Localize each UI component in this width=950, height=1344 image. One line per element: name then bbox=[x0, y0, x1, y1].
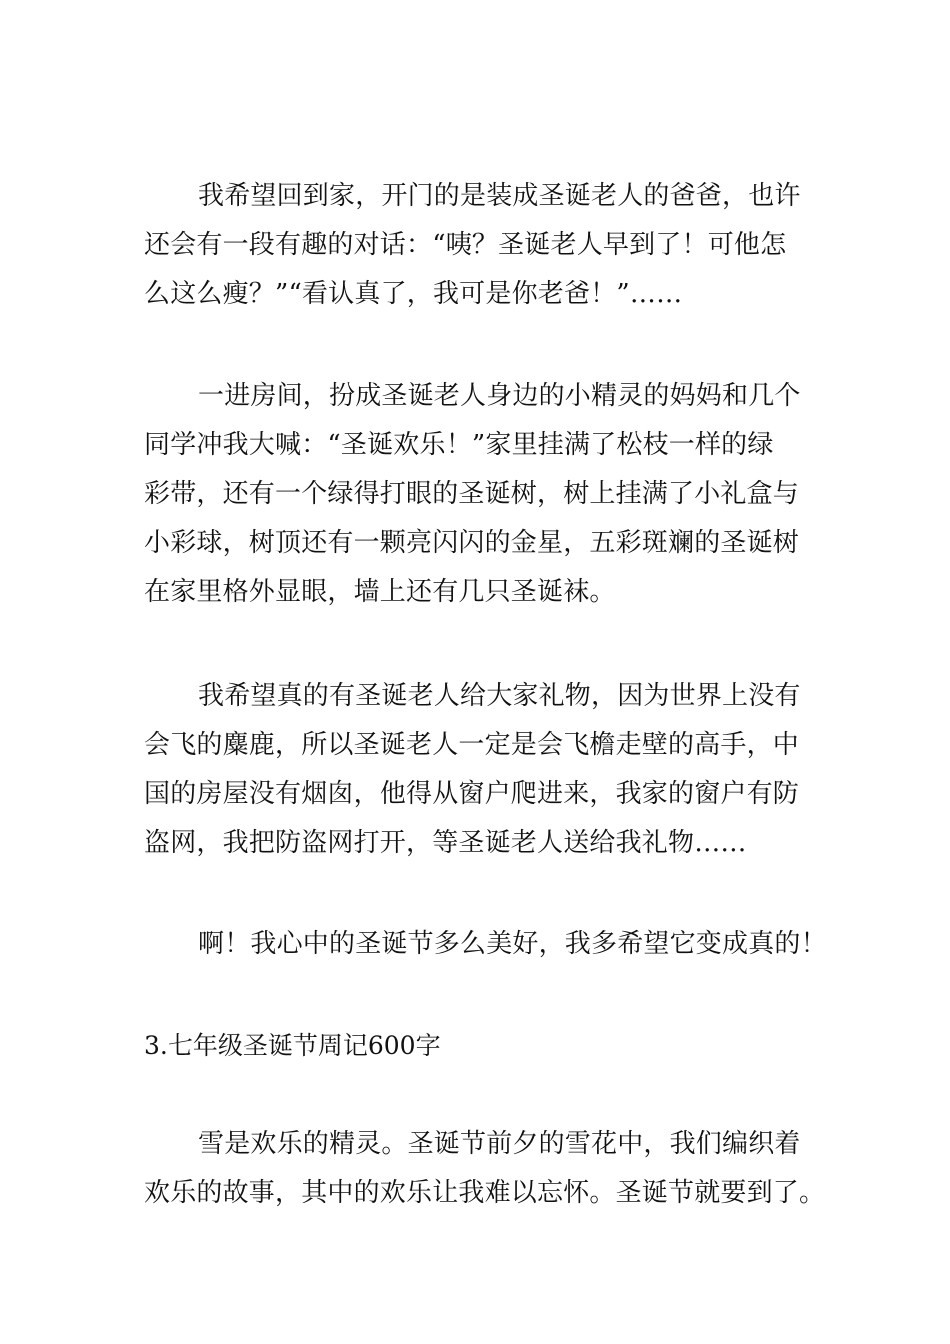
text-line: 在家里格外显眼，墙上还有几只圣诞袜。 bbox=[144, 577, 616, 607]
text-line: 国的房屋没有烟囱，他得从窗户爬进来，我家的窗户有防 bbox=[144, 779, 800, 809]
paragraph-4 bbox=[144, 920, 827, 969]
paragraph-2 bbox=[144, 372, 808, 617]
text-line: 雪是欢乐的精灵。圣诞节前夕的雪花中，我们编织着 bbox=[198, 1129, 801, 1159]
section-heading: 3.七年级圣诞节周记600字 bbox=[144, 1031, 441, 1060]
paragraph-1 bbox=[144, 172, 808, 319]
text-line: 盗网，我把防盗网打开，等圣诞老人送给我礼物…… bbox=[144, 828, 747, 858]
text-line: 么这么瘦？”“看认真了，我可是你老爸！”…… bbox=[144, 279, 683, 309]
text-line: 一进房间，扮成圣诞老人身边的小精灵的妈妈和几个 bbox=[198, 381, 801, 411]
text-line: 我希望真的有圣诞老人给大家礼物，因为世界上没有 bbox=[198, 681, 801, 711]
text-line: 同学冲我大喊：“圣诞欢乐！”家里挂满了松枝一样的绿 bbox=[144, 430, 774, 460]
paragraph-3 bbox=[144, 672, 808, 868]
text-line: 小彩球，树顶还有一颗亮闪闪的金星，五彩斑斓的圣诞树 bbox=[144, 528, 800, 558]
paragraph-5 bbox=[144, 1120, 826, 1218]
text-line: 我希望回到家，开门的是装成圣诞老人的爸爸，也许 bbox=[198, 181, 801, 211]
text-line: 会飞的麋鹿，所以圣诞老人一定是会飞檐走壁的高手，中 bbox=[144, 730, 800, 760]
text-line: 彩带，还有一个绿得打眼的圣诞树，树上挂满了小礼盒与 bbox=[144, 479, 800, 509]
text-line: 啊！我心中的圣诞节多么美好，我多希望它变成真的！ bbox=[198, 929, 827, 959]
text-line: 欢乐的故事，其中的欢乐让我难以忘怀。圣诞节就要到了。 bbox=[144, 1178, 826, 1208]
text-line: 还会有一段有趣的对话：“咦？圣诞老人早到了！可他怎 bbox=[144, 230, 787, 260]
